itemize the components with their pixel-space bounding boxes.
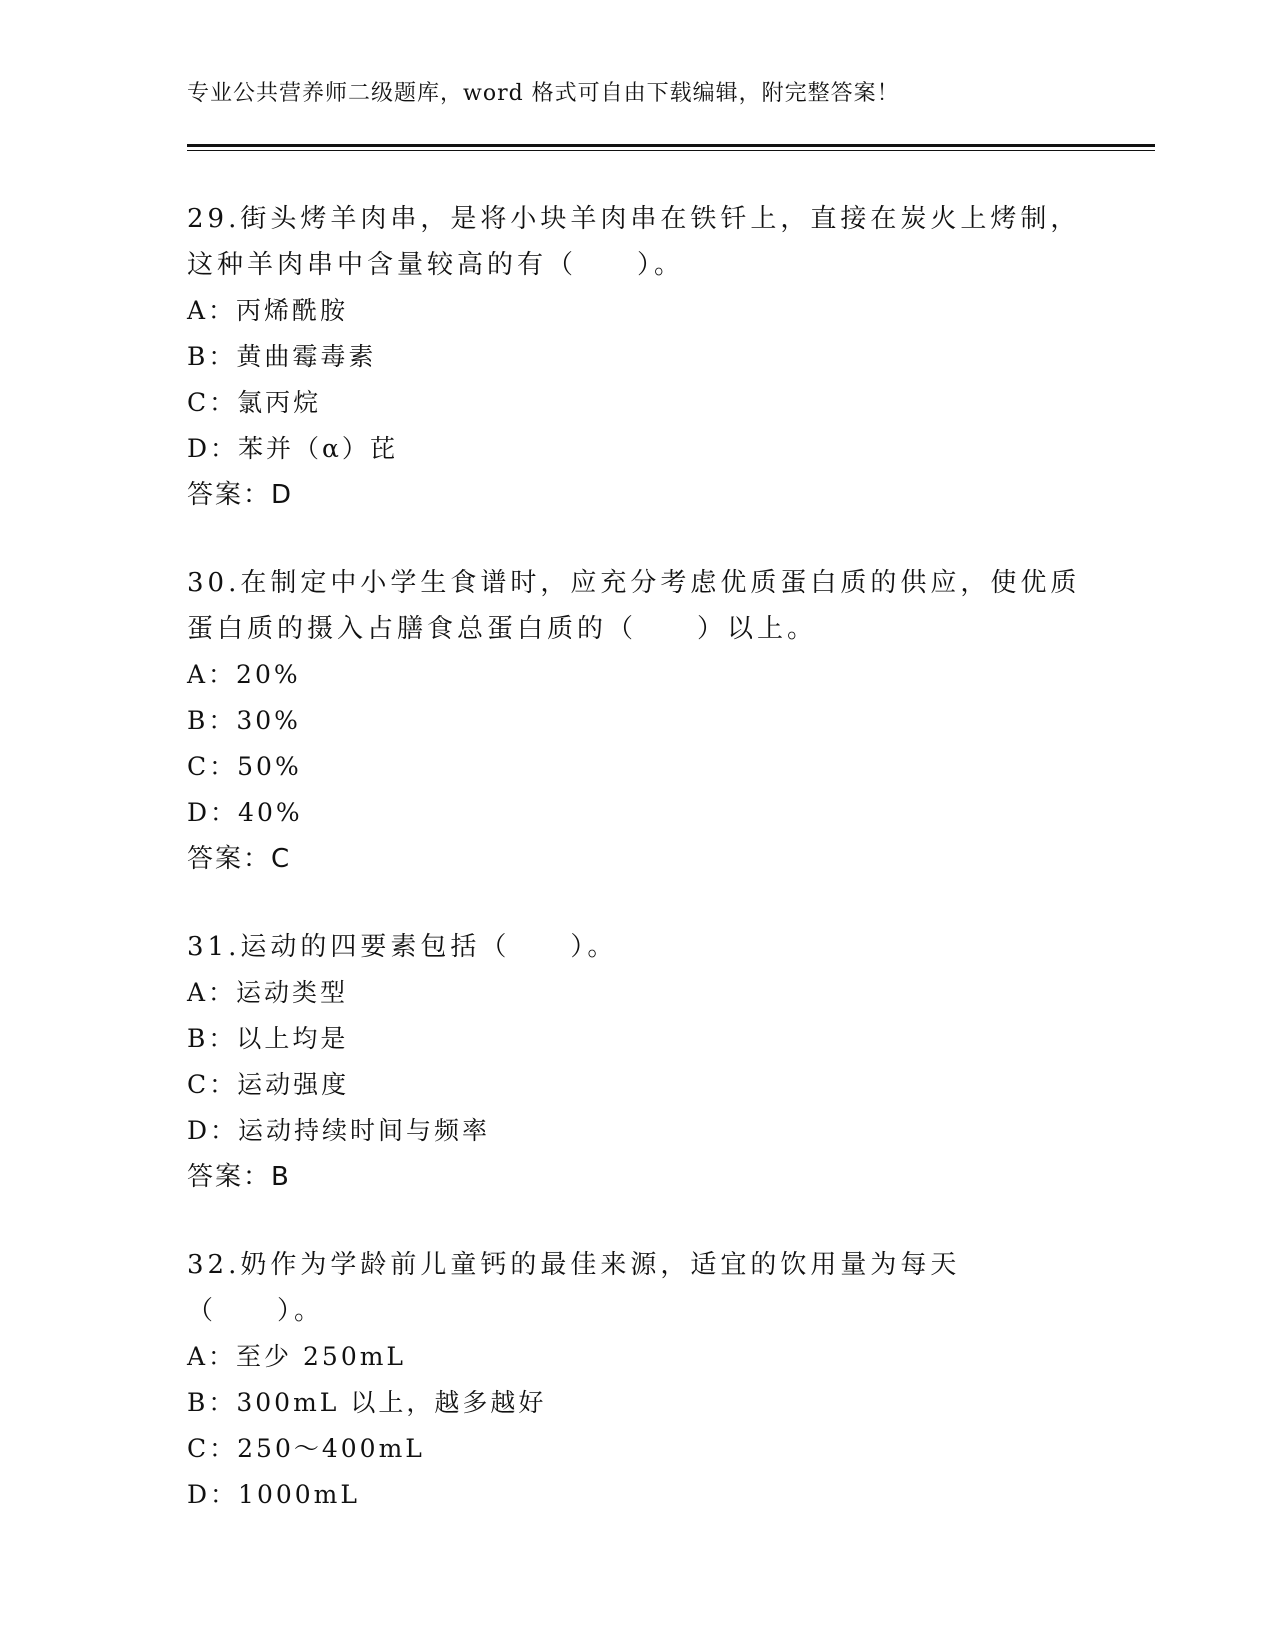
answer: 答案：C <box>187 844 292 874</box>
answer: 答案：D <box>187 480 294 510</box>
option-c: C：运动强度 <box>187 1070 350 1099</box>
option-b: B：黄曲霉毒素 <box>187 342 377 371</box>
question-stem: 30.在制定中小学生食谱时，应充分考虑优质蛋白质的供应，使优质蛋白质的摄入占膳食总蛋白质的（ ）以上。 <box>187 568 1081 644</box>
option-b: B：30% <box>187 706 301 735</box>
option-d: D：运动持续时间与频率 <box>187 1116 491 1145</box>
question-30 <box>187 560 1087 882</box>
option-b: B：300mL 以上，越多越好 <box>187 1388 547 1417</box>
option-a: A：丙烯酰胺 <box>187 296 349 325</box>
option-c: C：氯丙烷 <box>187 388 322 417</box>
page-header: 专业公共营养师二级题库，word 格式可自由下载编辑，附完整答案！ <box>187 81 900 106</box>
question-stem: 31.运动的四要素包括（ ）。 <box>187 932 618 962</box>
question-stem: 29.街头烤羊肉串，是将小块羊肉串在铁钎上，直接在炭火上烤制，这种羊肉串中含量较高的有（ ）。 <box>187 204 1081 280</box>
option-d: D：苯并（α）芘 <box>187 434 398 463</box>
header-rule-thin <box>187 150 1155 151</box>
option-b: B：以上均是 <box>187 1024 349 1053</box>
question-31 <box>187 924 1087 1200</box>
option-c: C：50% <box>187 752 302 781</box>
header-rule-thick <box>187 144 1155 147</box>
question-29 <box>187 196 1087 518</box>
question-32 <box>187 1242 1087 1518</box>
question-stem: 32.奶作为学龄前儿童钙的最佳来源，适宜的饮用量为每天（ ）。 <box>187 1250 961 1326</box>
option-a: A：运动类型 <box>187 978 349 1007</box>
option-c: C：250～400mL <box>187 1434 425 1463</box>
option-d: D：40% <box>187 798 303 827</box>
option-d: D：1000mL <box>187 1480 360 1509</box>
answer: 答案：B <box>187 1162 291 1192</box>
option-a: A：20% <box>187 660 301 689</box>
option-a: A：至少 250mL <box>187 1342 407 1371</box>
